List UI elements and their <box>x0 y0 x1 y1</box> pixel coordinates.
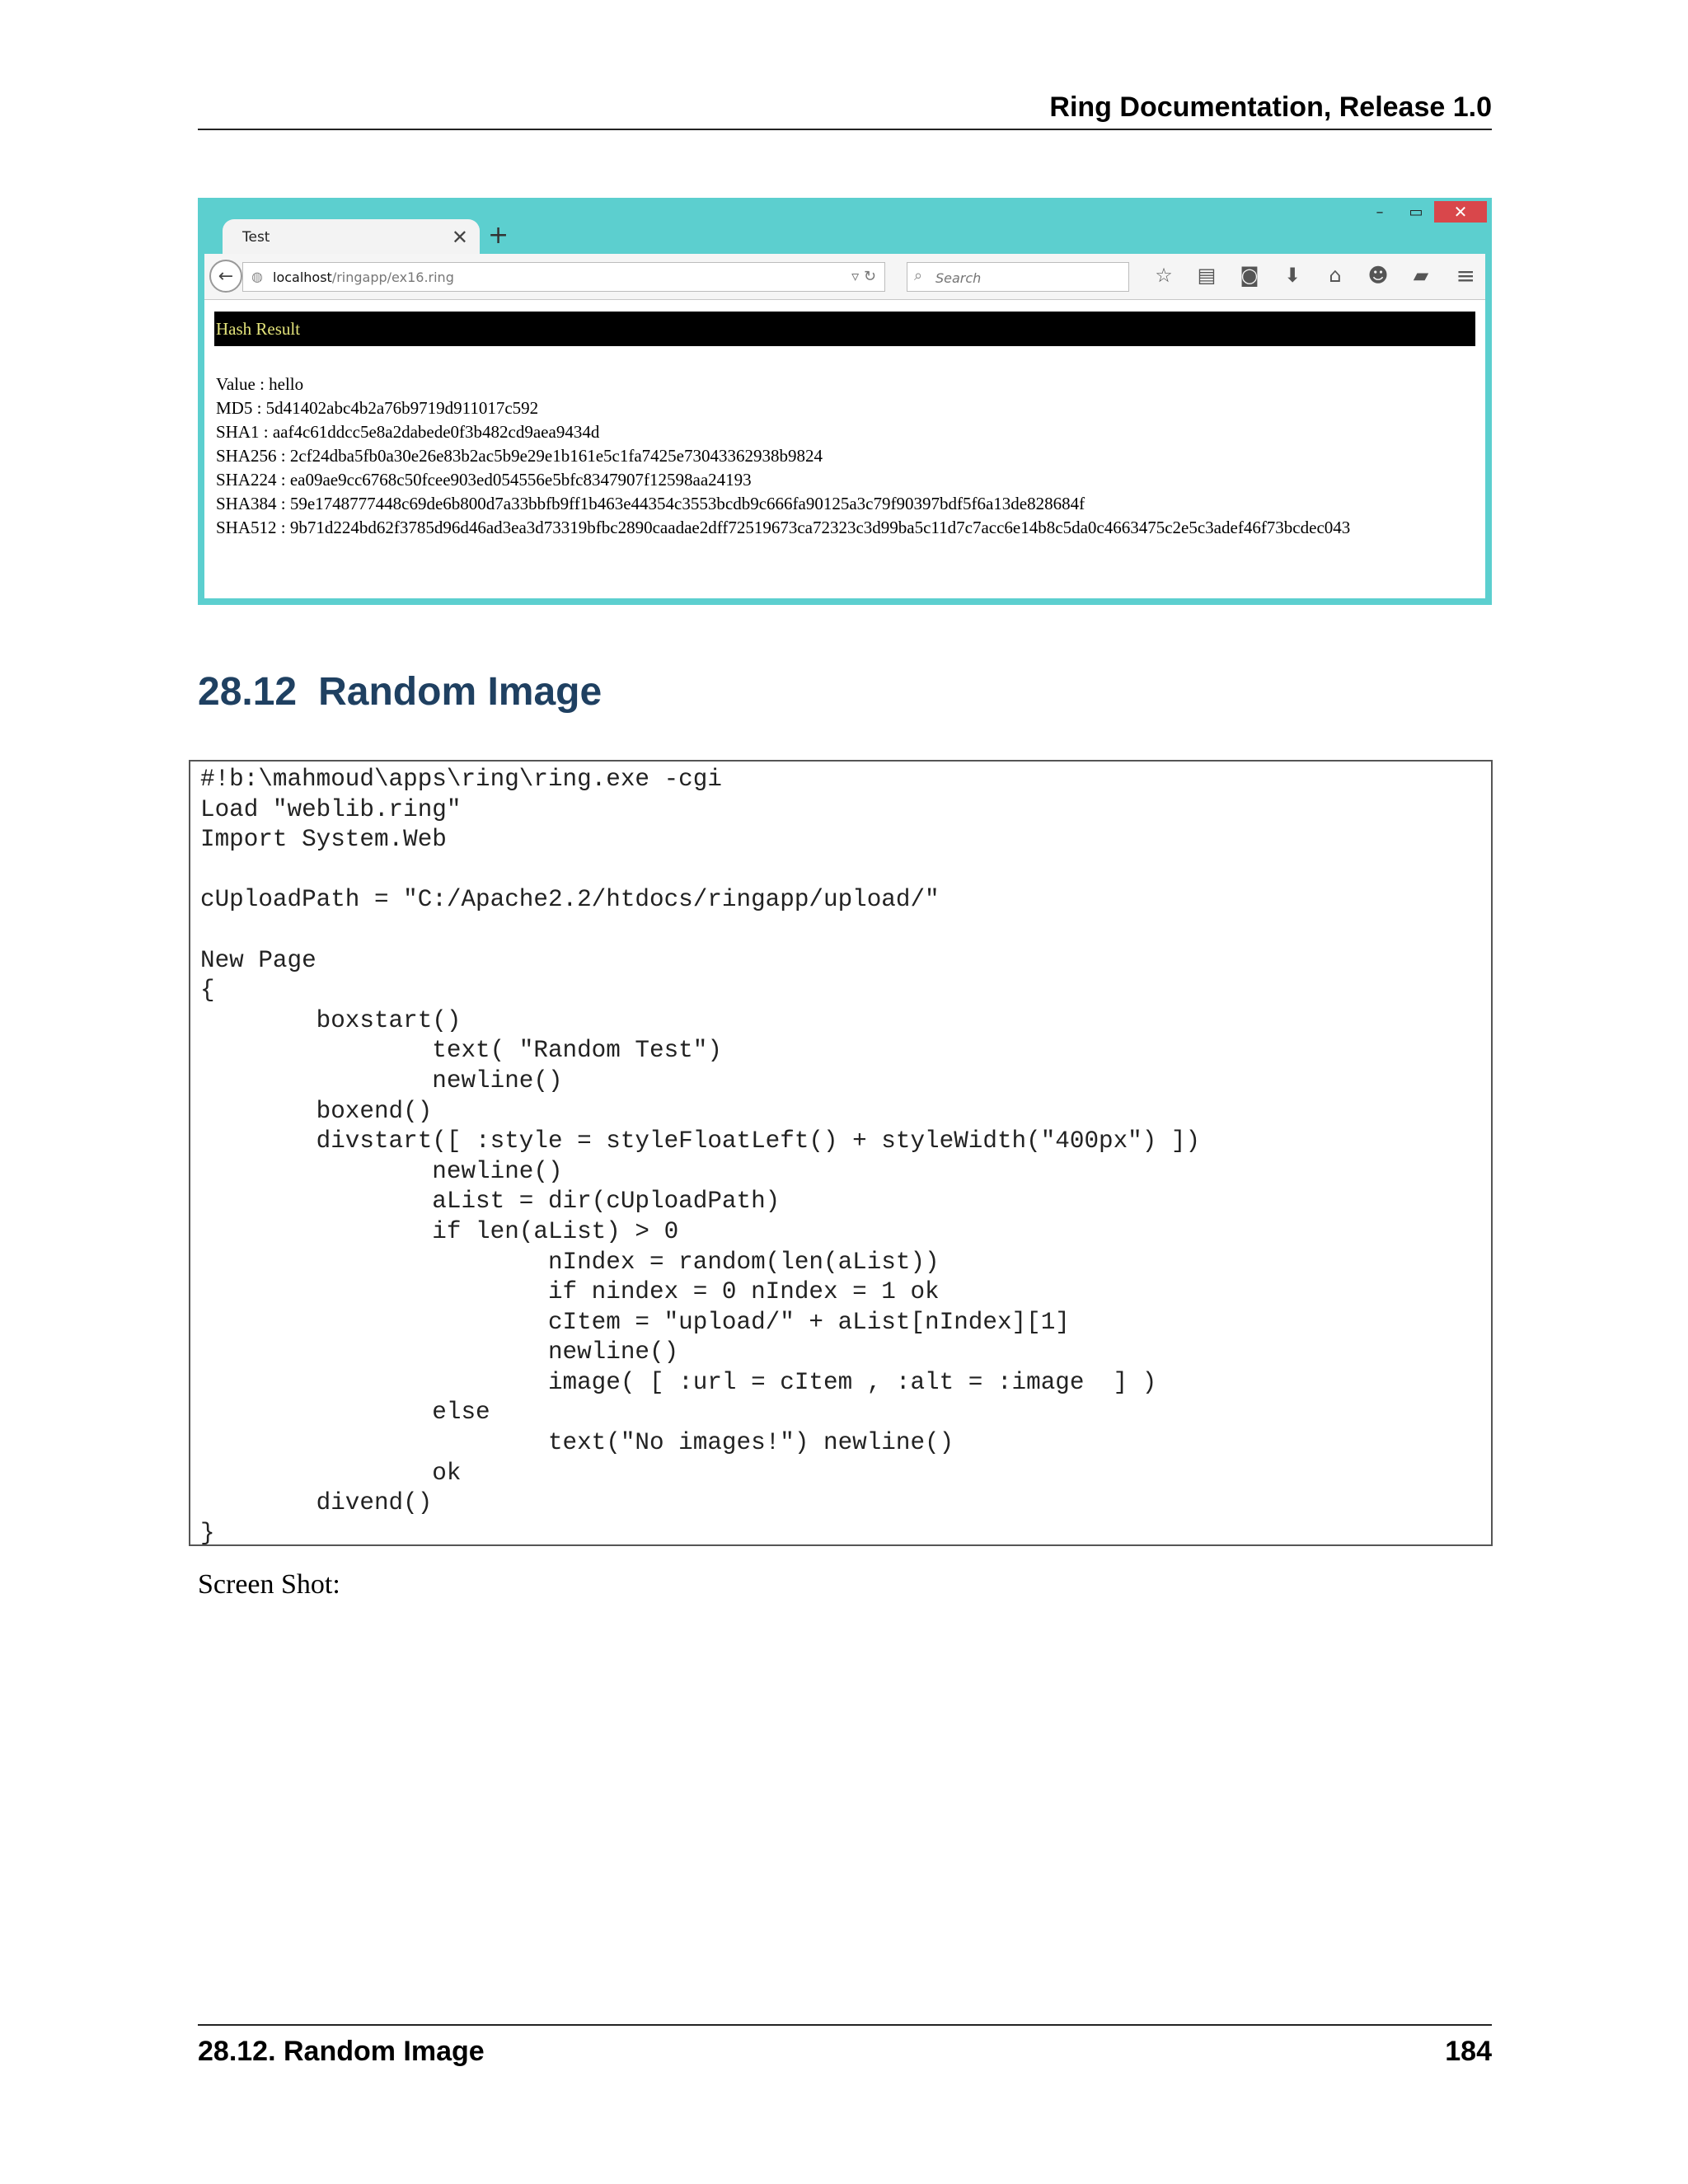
extension-icon[interactable]: ▰ <box>1413 264 1429 287</box>
url-path: /ringapp/ex16.ring <box>331 269 454 285</box>
close-window-icon[interactable]: ✕ <box>1434 201 1487 223</box>
section-heading <box>198 669 602 715</box>
section-title: Random Image <box>318 670 603 714</box>
hash-result-header: Hash Result <box>214 312 1475 346</box>
bookmark-star-icon[interactable]: ☆ <box>1155 264 1173 287</box>
chat-icon[interactable]: ☻ <box>1367 264 1389 287</box>
hamburger-menu-icon[interactable]: ≡ <box>1456 262 1475 289</box>
page-header <box>198 91 1492 130</box>
new-tab-icon[interactable]: + <box>488 221 509 250</box>
document-title: Ring Documentation, Release 1.0 <box>1049 91 1492 123</box>
toolbar-icons <box>1142 264 1442 287</box>
maximize-icon[interactable]: ▭ <box>1409 203 1423 221</box>
browser-tab[interactable] <box>223 219 480 255</box>
hash-line-sha1: SHA1 : aaf4c61ddcc5e8a2dabede0f3b482cd9aea9434d <box>216 422 600 442</box>
page-number: 184 <box>1445 2036 1492 2067</box>
code-listing: #!b:\mahmoud\apps\ring\ring.exe -cgi Load "weblib.ring" Import System.Web cUploadPath = "C:/Apache2.2/htdocs/ringapp/upload/" New Page { boxstart() text( "Random Test") newline() boxend() divstart([ :style = styleFloatLeft() + styleWidth("400px") ]) newline() aList = dir(cUploadPath) if len(aList) > 0 nIndex = random(len(aList)) if nindex = 0 nIndex = 1 ok cItem = "upload/" + aList[nIndex][1] newline() image( [ :url = cItem , :alt = :image ] ) else text("No images!") newline() ok divend() } <box>200 766 1201 1547</box>
browser-page-content <box>204 300 1485 598</box>
pocket-icon[interactable]: ◙ <box>1240 264 1259 287</box>
browser-toolbar <box>204 254 1485 300</box>
globe-icon: ◍ <box>251 269 263 284</box>
code-block <box>189 760 1493 1546</box>
hash-line-sha512: SHA512 : 9b71d224bd62f3785d96d46ad3ea3d73319bfbc2890caadae2dff72519673ca72323c3d99ba5c11d7c7acc6e14b8c5da0c4663475c2e5c3adef46f73bcdec043 <box>216 518 1351 537</box>
browser-screenshot <box>198 198 1492 605</box>
hash-line-sha384: SHA384 : 59e1748777448c69de6b800d7a33bbfb9ff1b463e44354c3553bcdb9c666fa90125a3c79f90397bdf5f6a13de828684f <box>216 494 1085 513</box>
tab-title: Test <box>242 229 270 246</box>
search-box[interactable] <box>907 262 1129 292</box>
page-footer <box>198 2024 1492 2074</box>
reading-list-icon[interactable]: ▤ <box>1197 264 1217 287</box>
search-input[interactable] <box>934 265 1125 290</box>
search-icon: ⌕ <box>914 267 923 284</box>
back-arrow-icon[interactable]: ← <box>209 260 242 293</box>
address-bar[interactable] <box>242 262 885 292</box>
footer-section-title: 28.12. Random Image <box>198 2036 485 2067</box>
hash-line-value: Value : hello <box>216 374 304 394</box>
hash-line-md5: MD5 : 5d41402abc4b2a76b9719d911017c592 <box>216 398 539 418</box>
url-text <box>273 269 454 285</box>
download-icon[interactable]: ⬇ <box>1283 264 1301 287</box>
window-controls <box>1362 201 1487 223</box>
screenshot-caption: Screen Shot: <box>198 1569 340 1600</box>
hash-line-sha256: SHA256 : 2cf24dba5fb0a30e26e83b2ac5b9e29e1b161e5c1fa7425e73043362938b9824 <box>216 446 823 466</box>
section-number: 28.12 <box>198 670 298 714</box>
tab-close-icon[interactable]: ✕ <box>451 226 468 249</box>
hash-line-sha224: SHA224 : ea09ae9cc6768c50fcee903ed054556e5bfc8347907f12598aa24193 <box>216 470 752 490</box>
home-icon[interactable]: ⌂ <box>1329 264 1342 287</box>
hash-result-list <box>216 373 1350 540</box>
url-host: localhost <box>273 269 332 285</box>
reload-icon[interactable]: ▿ ↻ <box>851 268 876 285</box>
minimize-icon[interactable]: – <box>1376 203 1384 221</box>
